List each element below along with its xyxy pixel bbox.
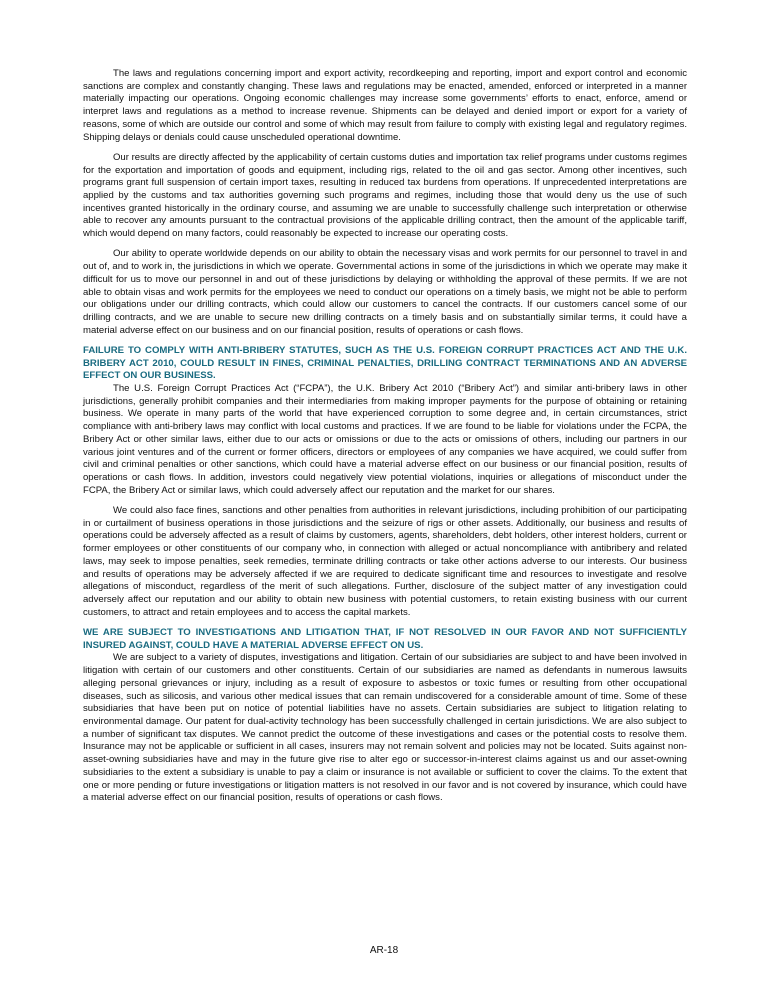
paragraph: We could also face fines, sanctions and other penalties from authorities in relevant jurisdictions, including prohibition of our participating in or curtailment of business operations in those jurisdictions and the seizure of rigs or other assets. Additionally, our business and results of operations could be adversely affected as a result of claims by customers, agents, shareholders, debt holders, other interest holders, current or former employees or other constituents of our company who, in connection with alleged or actual noncompliance with antibribery and related laws, may seek to impose penalties, seek remedies, terminate drilling contracts or take other actions adverse to our interests. Our business and results of operations may be adversely affected if we are required to dedicate significant time and resources to investigate and resolve allegations of misconduct, regardless of the merit of such allegations. Further, disclosure of the subject matter of any investigation could adversely affect our reputation and our ability to obtain new business with potential customers, to retain existing business with our current customers, to attract and retain employees and to access the capital markets. bbox=[83, 505, 687, 618]
page-number: AR-18 bbox=[369, 945, 399, 956]
paragraph: The laws and regulations concerning import and export activity, recordkeeping and reporting, import and export control and economic sanctions are complex and constantly changing. These laws and regulations may be enacted, amended, enforced or interpreted in a manner materially impacting our operations. Ongoing economic challenges may increase some governments’ efforts to enact, enforce, amend or interpret laws and regulations as a method to increase revenue. Shipments can be delayed and denied import or export for a variety of reasons, some of which are outside our control and some of which may result from failure to comply with existing legal and regulatory regimes. Shipping delays or denials could cause unscheduled operational downtime. bbox=[83, 68, 687, 143]
section-heading: WE ARE SUBJECT TO INVESTIGATIONS AND LITIGATION THAT, IF NOT RESOLVED IN OUR FAVOR AND NOT SUFFICIENTLY INSURED AGAINST, COULD HAVE A MATERIAL ADVERSE EFFECT ON US. bbox=[83, 626, 687, 651]
document-body bbox=[83, 68, 687, 813]
paragraph: Our ability to operate worldwide depends on our ability to obtain the necessary visas and work permits for our personnel to travel in and out of, and to work in, the jurisdictions in which we operate. Governmental actions in some of the jurisdictions in which we operate may make it difficult for us to move our personnel in and out of these jurisdictions by delaying or withholding the approval of these permits. If we are not able to obtain visas and work permits for the employees we need to conduct our operations on a timely basis, we might not be able to perform our obligations under our drilling contracts, which could allow our customers to cancel the contracts. If our customers cancel some of our drilling contracts, and we are unable to secure new drilling contracts on a timely basis and on substantially similar terms, it could have a material adverse effect on our business and on our financial position, results of operations or cash flows. bbox=[83, 248, 687, 336]
paragraph: We are subject to a variety of disputes, investigations and litigation. Certain of our subsidiaries are subject to and have been involved in litigation with certain of our customers and other constituents. Certain of our subsidiaries are named as defendants in numerous lawsuits alleging personal grievances or injury, including as a result of exposure to asbestos or toxic fumes or resulting from other occupational diseases, such as silicosis, and various other medical issues that can remain undiscovered for a considerable amount of time. Some of these subsidiaries that have been put on notice of potential liabilities have no assets. Certain subsidiaries are subject to litigation relating to environmental damage. Our patent for dual-activity technology has been successfully challenged in certain jurisdictions. We are also subject to a number of significant tax disputes. We cannot predict the outcome of these investigations and cases or the potential costs to resolve them. Insurance may not be applicable or sufficient in all cases, insurers may not remain solvent and policies may not be located. Suits against non-asset-owning subsidiaries have and may in the future give rise to alter ego or successor-in-interest claims against us and our asset-owning subsidiaries to the extent a subsidiary is unable to pay a claim or insurance is not available or sufficient to cover the claims. To the extent that one or more pending or future investigations or litigation matters is not resolved in our favor and is not covered by insurance, which could have a material adverse effect on our financial position, results of operations or cash flows. bbox=[83, 652, 687, 804]
paragraph: Our results are directly affected by the applicability of certain customs duties and importation tax relief programs under customs regimes for the exportation and importation of goods and equipment, including rigs, related to the oil and gas sector. Among other incentives, such programs grant full suspension of certain import taxes, resulting in reduced tax burdens from operations. If unprecedented interpretations are applied by the customs and tax authorities governing such programs and regimes, including those that would deny us the use of such incentives granted historically in the ordinary course, and assuming we are unable to successfully challenge such interpretation or otherwise able to recover any amounts pursuant to the contractual provisions of the applicable drilling contract, then the amount of the applicable tariff, which would depend on many factors, could reasonably be expected to increase our operating costs. bbox=[83, 151, 687, 240]
paragraph: The U.S. Foreign Corrupt Practices Act (“FCPA”), the U.K. Bribery Act 2010 (“Bribery Act”) and similar anti-bribery laws in other jurisdictions, generally prohibit companies and their intermediaries from making improper payments for the purpose of obtaining or retaining business. We operate in many parts of the world that have experienced corruption to some degree and, in certain circumstances, strict compliance with anti-bribery laws may conflict with local customs and practices. If we are found to be liable for violations under the FCPA, the Bribery Act or other similar laws, either due to our acts or omissions or due to the acts or omissions of others, including our partners in our various joint ventures and of the current or former officers, directors or employees of any companies we have acquired, we could suffer from civil and criminal penalties or other sanctions, which could have a material adverse effect on our business or our financial position, results of operations or cash flows. In addition, investors could negatively view potential violations, inquiries or allegations of misconduct under the FCPA, the Bribery Act or similar laws, which could adversely affect our reputation and the market for our shares. bbox=[83, 383, 687, 496]
section-heading: FAILURE TO COMPLY WITH ANTI-BRIBERY STATUTES, SUCH AS THE U.S. FOREIGN CORRUPT PRACTICES ACT AND THE U.K. BRIBERY ACT 2010, COULD RESULT IN FINES, CRIMINAL PENALTIES, DRILLING CONTRACT TERMINATIONS AND AN ADVERSE EFFECT ON OUR BUSINESS. bbox=[83, 344, 687, 382]
